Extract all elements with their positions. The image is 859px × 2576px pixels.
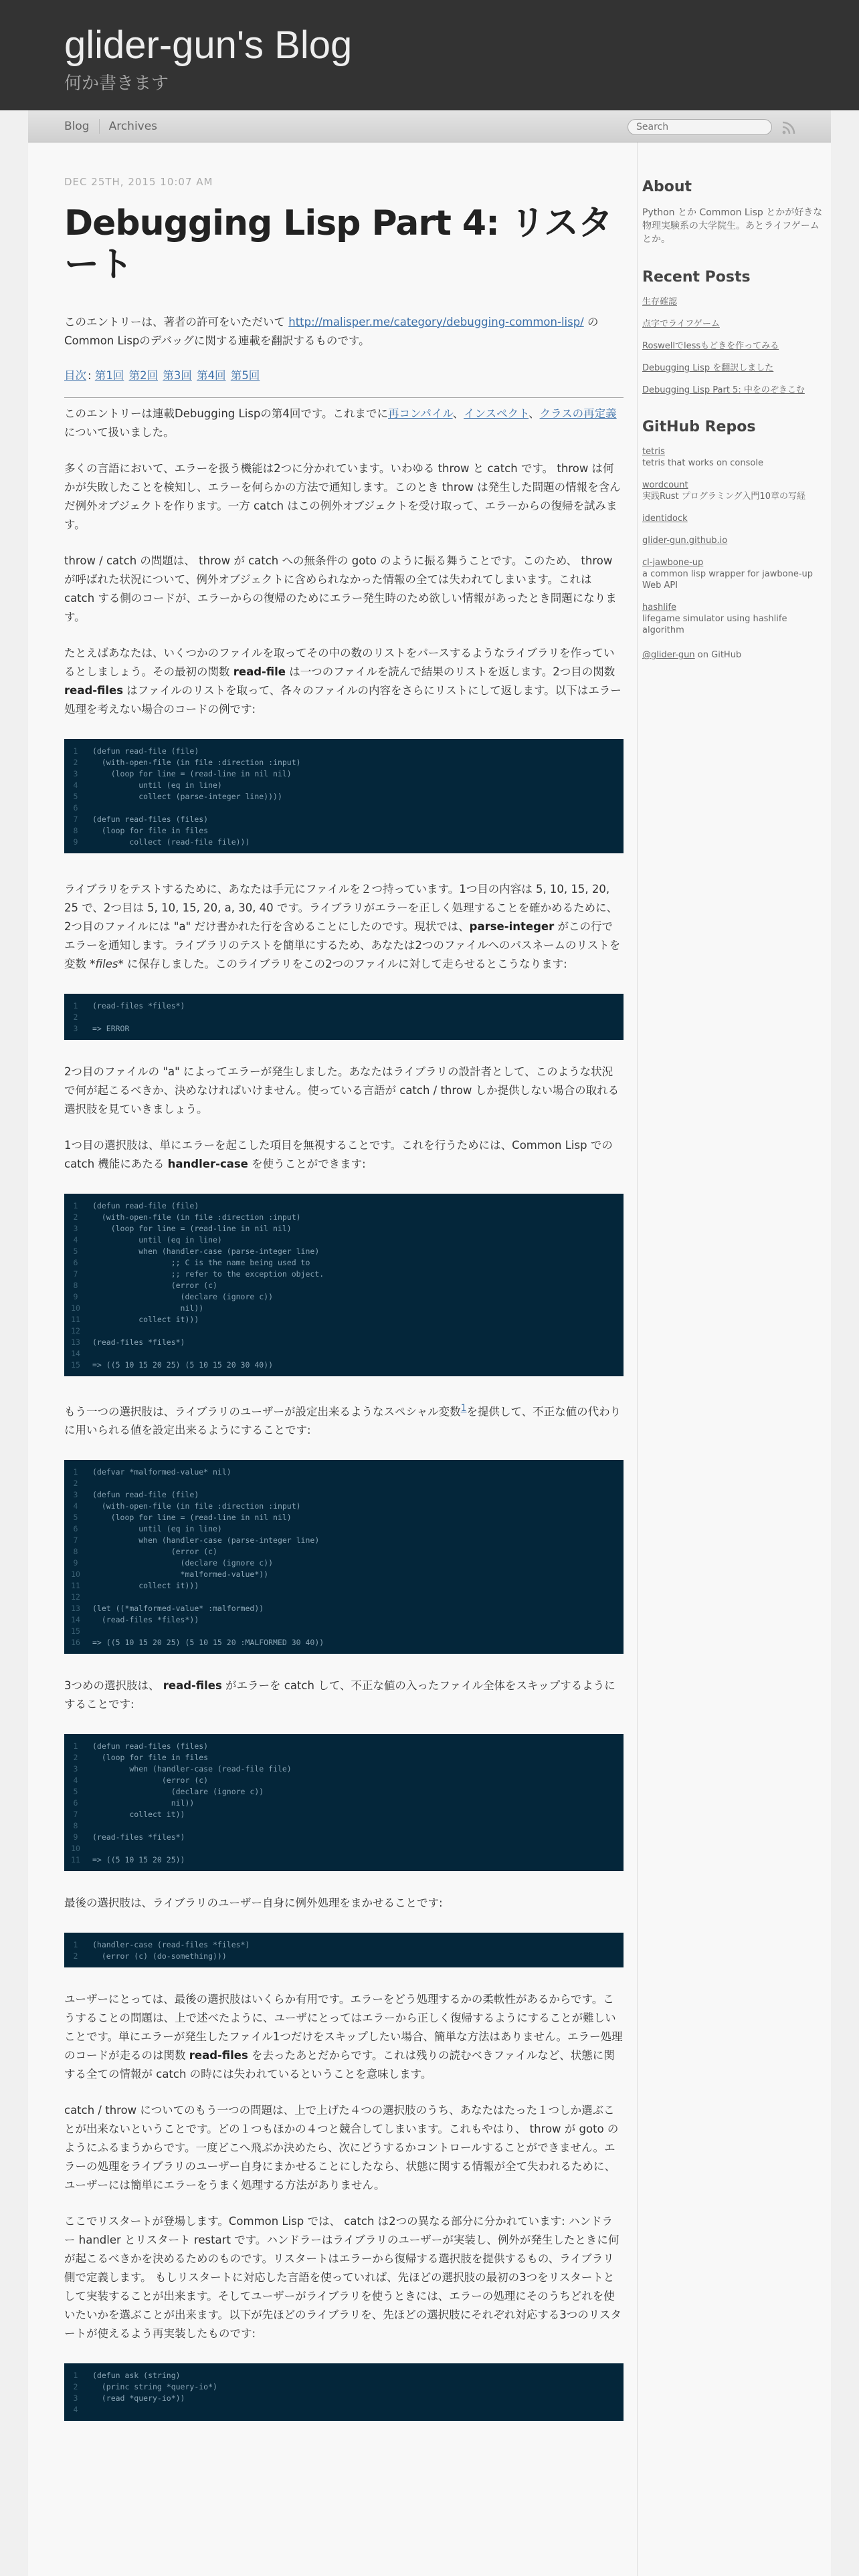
- repo-item: [642, 535, 824, 546]
- line-number: 2: [73, 2382, 78, 2392]
- code-line: [64, 768, 624, 780]
- code-text: [87, 1348, 92, 1360]
- paragraph: もう一つの選択肢は、ライブラリのユーザーが設定出来るようなスペシャル変数$^1$を提供して、不正な値の代わりに用いられる値を設定出来るようにすることです:: [64, 1402, 622, 1437]
- code-text: (defun read-file (file): [92, 746, 199, 756]
- code-line: [64, 1939, 624, 1951]
- repo-link[interactable]: tetris: [642, 447, 665, 457]
- code-text: when (handler-case (parse-integer line): [92, 1535, 320, 1545]
- code-text: (loop for line = (read-line in nil nil): [92, 1513, 292, 1523]
- line-number: 3: [73, 1223, 78, 1233]
- toc-part2-link[interactable]: 第2回: [128, 368, 159, 382]
- site-subtitle: 何か書きます: [64, 73, 169, 94]
- code-line: [64, 1546, 624, 1558]
- repo-link[interactable]: hashlife: [642, 603, 677, 613]
- line-number: 15: [71, 1626, 80, 1636]
- github-profile: @glider-gun on GitHub: [642, 650, 742, 660]
- code-text: [87, 1820, 92, 1832]
- code-text: (defun read-files (files): [92, 814, 209, 824]
- code-block: [64, 1460, 624, 1654]
- code-text: (defun ask (string): [92, 2371, 181, 2381]
- code-line: [64, 1614, 624, 1626]
- paragraph: catch / throw についてのもう一つの問題は、上で上げた４つの選択肢のうち、あなたはたった１つしか選ぶことが出来ないということです。どの１つもほかの４つと競合してしまいます。これもやはり、 throw が goto のようにふるまうからです。一度どこへ飛ぶか決めたら、次にどうするかコントロールすることができません。エラーの処理をライブラリのユーザー自身にまかせることにしたなら、状態に関する情報が全て失われるために、ユーザーには簡単にエラーをうまく処理する方法がありません。: [64, 2104, 619, 2192]
- line-number: 2: [73, 1212, 78, 1222]
- code-block: [64, 994, 624, 1040]
- repo-link[interactable]: wordcount: [642, 480, 688, 490]
- code-line: [64, 1854, 624, 1866]
- line-number: 2: [73, 1479, 78, 1489]
- search-input[interactable]: [628, 119, 772, 135]
- code-text: collect it))): [92, 1581, 199, 1591]
- code-line: [64, 1246, 624, 1257]
- line-number: 7: [73, 814, 78, 824]
- code-text: [87, 2404, 92, 2416]
- repo-item: [642, 602, 824, 636]
- line-number: 7: [73, 1810, 78, 1820]
- paragraph: たとえばあなたは、いくつかのファイルを取ってその中の数のリストをパースするようなライブラリを作っているとしましょう。その最初の関数 read-file は一つのファイルを読んで結果のリストを返します。2つ目の関数 read-files はファイルのリストを取って、各々のファイルの内容をさらにリストにして返します。以下はエラー処理を考えない場合のコードの例です:: [64, 646, 622, 716]
- line-number: 1: [73, 1000, 78, 1010]
- line-number: 13: [71, 1604, 80, 1614]
- code-block: [64, 1734, 624, 1871]
- code-text: (with-open-file (in file :direction :input): [92, 757, 301, 767]
- code-line: [64, 1786, 624, 1798]
- code-text: [87, 1626, 92, 1637]
- code-line: [64, 757, 624, 768]
- paragraph: ここでリスタートが登場します。Common Lisp では、 catch は2つの異なる部分に分かれています: ハンドラー handler とリスタート restart です。ハンドラーはライブラリのユーザーが実装し、例外が発生したときに何が起こるべきかを決めるためのものです。リスタートはエラーから復帰する選択肢を提供するもの、ライブラリ側で定義します。 もしリスタートに対応した言語を使っていれば、先ほどの選択肢の最初の3つをリスタートとして実装することが出来ます。そしてユーザーがライブラリを使うときには、エラーの処理にそのうちどれを使いたいかを選ぶことが出来ます。以下が先ほどのライブラリを、先ほどの選択肢にそれぞれ対応する3つのリスタートが使えるよう再実装したものです:: [64, 2215, 622, 2341]
- code-text: (loop for line = (read-line in nil nil): [92, 1223, 292, 1233]
- code-text: (with-open-file (in file :direction :input): [92, 1212, 301, 1222]
- recompile-link[interactable]: 再コンパイル: [388, 407, 453, 420]
- line-number: 1: [73, 1467, 78, 1477]
- recent-post-link[interactable]: 生存確認: [642, 297, 678, 307]
- code-text: (defun read-files (files): [92, 1741, 209, 1751]
- code-text: [87, 1478, 92, 1489]
- code-line: [64, 1337, 624, 1348]
- code-block: [64, 1933, 624, 1967]
- code-text: (read-files *files*)): [92, 1615, 199, 1625]
- code-line: [64, 1023, 624, 1035]
- code-line: [64, 1843, 624, 1854]
- line-number: 4: [73, 780, 78, 790]
- footnote-link[interactable]: 1: [460, 1402, 467, 1414]
- code-text: (defun read-file (file): [92, 1200, 199, 1210]
- code-line: [64, 1512, 624, 1523]
- paragraph: 多くの言語において、エラーを扱う機能は2つに分かれています。いわゆる throw と catch です。 throw は何かが失敗したことを検知し、エラーを何らかの方法で通知します。このとき throw は発生した問題の情報を含んだ例外オブジェクトを作ります。一方 catch はこの例外オブジェクトを受け取って、エラーからの復帰を試みます。: [64, 461, 621, 531]
- repo-item: [642, 557, 824, 591]
- line-number: 10: [71, 1844, 80, 1854]
- code-line: [64, 1523, 624, 1535]
- code-line: [64, 837, 624, 848]
- repo-link[interactable]: glider-gun.github.io: [642, 536, 728, 546]
- code-line: [64, 1809, 624, 1820]
- recent-posts-heading: Recent Posts: [642, 269, 751, 286]
- line-number: 10: [71, 1570, 80, 1580]
- code-line: [64, 2381, 624, 2393]
- code-text: (read-files *files*): [92, 1000, 185, 1010]
- line-number: 8: [73, 1821, 78, 1831]
- line-number: 3: [73, 1490, 78, 1500]
- repo-description: a common lisp wrapper for jawbone-up Web API: [642, 569, 813, 591]
- sidebar-divider: [637, 142, 638, 2576]
- code-text: [87, 802, 92, 814]
- recent-post-link[interactable]: Debugging Lisp を翻訳しました: [642, 363, 774, 373]
- line-number: 11: [71, 1314, 80, 1324]
- repo-link[interactable]: cl-jawbone-up: [642, 558, 704, 568]
- line-number: 13: [71, 1337, 80, 1347]
- code-text: (read-files *files*): [92, 1337, 185, 1347]
- line-number: 2: [73, 1012, 78, 1022]
- line-number: 5: [73, 1787, 78, 1797]
- line-number: 6: [73, 802, 78, 813]
- line-number: 8: [73, 825, 78, 835]
- code-line: [64, 1501, 624, 1512]
- code-line: [64, 2393, 624, 2404]
- code-text: nil)): [92, 1798, 195, 1808]
- code-text: (loop for file in files: [92, 1753, 209, 1763]
- code-line: [64, 1580, 624, 1592]
- code-text: (read *query-io*)): [92, 2393, 185, 2403]
- recent-post-link[interactable]: Debugging Lisp Part 5: 中をのぞきこむ: [642, 385, 805, 395]
- line-number: 5: [73, 791, 78, 801]
- line-number: 1: [73, 1940, 78, 1950]
- code-line: [64, 1280, 624, 1291]
- code-block: [64, 739, 624, 853]
- series-toc: 目次 : 第1回 第2回 第3回 第4回 第5回: [64, 368, 260, 382]
- line-number: 10: [71, 1303, 80, 1313]
- line-number: 5: [73, 1246, 78, 1256]
- code-text: [87, 1843, 92, 1854]
- code-text: (error (c): [92, 1776, 209, 1786]
- code-text: (declare (ignore c)): [92, 1787, 264, 1797]
- code-line: [64, 1000, 624, 1012]
- nav-blog[interactable]: Blog: [64, 119, 90, 133]
- code-line: [64, 1212, 624, 1223]
- article: [64, 142, 624, 2421]
- github-repo-list: [642, 446, 824, 661]
- code-line: [64, 746, 624, 757]
- code-text: [87, 1592, 92, 1603]
- line-number: 8: [73, 1280, 78, 1290]
- code-line: [64, 1200, 624, 1212]
- code-block: [64, 1194, 624, 1376]
- code-line: [64, 780, 624, 791]
- code-line: [64, 1325, 624, 1337]
- code-text: (princ string *query-io*): [92, 2382, 217, 2392]
- line-number: 1: [73, 2371, 78, 2381]
- line-number: 9: [73, 837, 78, 847]
- paragraph: 最後の選択肢は、ライブラリのユーザー自身に例外処理をまかせることです:: [64, 1897, 443, 1910]
- repo-item: [642, 479, 824, 502]
- code-text: (error (c): [92, 1547, 217, 1557]
- code-line: [64, 1223, 624, 1235]
- code-line: [64, 1303, 624, 1314]
- series-paragraph: このエントリーは連載Debugging Lispの第4回です。これまでに再コンパイル、インスペクト、クラスの再定義について扱いました。: [64, 407, 617, 439]
- inspect-link[interactable]: インスペクト: [464, 407, 529, 420]
- code-text: nil)): [92, 1303, 204, 1313]
- code-text: => ((5 10 15 20 25) (5 10 15 20 :MALFORMED 30 40)): [92, 1638, 324, 1648]
- code-line: [64, 1592, 624, 1603]
- line-number: 7: [73, 1535, 78, 1545]
- code-line: [64, 1257, 624, 1269]
- code-line: [64, 1291, 624, 1303]
- code-line: [64, 1012, 624, 1023]
- code-text: until (eq in line): [92, 780, 222, 790]
- line-number: 11: [71, 1581, 80, 1591]
- rss-icon[interactable]: [781, 120, 796, 135]
- code-line: [64, 802, 624, 814]
- line-number: 16: [71, 1638, 80, 1648]
- post-title: Debugging Lisp Part 4: リスタート: [64, 203, 612, 286]
- code-line: [64, 1820, 624, 1832]
- class-redefinition-link[interactable]: クラスの再定義: [539, 407, 617, 420]
- code-line: [64, 1832, 624, 1843]
- code-text: (defvar *malformed-value* nil): [92, 1467, 231, 1477]
- line-number: 14: [71, 1348, 80, 1358]
- line-number: 4: [73, 1501, 78, 1511]
- code-text: (error (c): [92, 1280, 217, 1290]
- code-line: [64, 814, 624, 825]
- code-text: (let ((*malformed-value* :malformed)): [92, 1604, 264, 1614]
- code-line: [64, 1603, 624, 1614]
- toc-part1-link[interactable]: 第1回: [94, 368, 124, 382]
- site-title[interactable]: glider-gun's Blog: [64, 23, 353, 67]
- code-line: [64, 1360, 624, 1371]
- site-header: [0, 0, 859, 110]
- code-line: [64, 1467, 624, 1478]
- line-number: 4: [73, 2405, 78, 2415]
- line-number: 4: [73, 1235, 78, 1245]
- code-line: [64, 1775, 624, 1786]
- line-number: 14: [71, 1615, 80, 1625]
- code-line: [64, 1637, 624, 1648]
- code-line: [64, 1489, 624, 1501]
- toc-part4-link[interactable]: 第4回: [197, 368, 226, 382]
- code-line: [64, 1235, 624, 1246]
- line-number: 8: [73, 1547, 78, 1557]
- line-number: 6: [73, 1524, 78, 1534]
- line-number: 2: [73, 1951, 78, 1961]
- divider: [64, 397, 624, 398]
- code-text: (loop for file in files: [92, 825, 209, 835]
- code-line: [64, 1478, 624, 1489]
- code-text: (read-files *files*): [92, 1832, 185, 1842]
- code-text: [87, 1325, 92, 1337]
- line-number: 2: [73, 757, 78, 767]
- line-number: 12: [71, 1592, 80, 1602]
- code-text: (handler-case (read-files *files*): [92, 1940, 250, 1950]
- github-heading: GitHub Repos: [642, 419, 756, 435]
- code-line: [64, 2370, 624, 2381]
- line-number: 6: [73, 1257, 78, 1267]
- code-text: (loop for line = (read-line in nil nil): [92, 768, 292, 778]
- line-number: 6: [73, 1798, 78, 1808]
- about-heading: About: [642, 179, 692, 195]
- code-block: [64, 2363, 624, 2421]
- code-text: ;; refer to the exception object.: [92, 1269, 324, 1279]
- code-text: [87, 1012, 92, 1023]
- paragraph: throw / catch の問題は、 throw が catch への無条件の goto のように振る舞うことです。このため、 throw が呼ばれた状況について、例外オブジェクトに含められなかった情報の全ては失われてしまいます。これは catch する側のコードが、エラーからの復帰のためにエラー発生時のため欲しい情報があったとき問題になります。: [64, 554, 617, 623]
- line-number: 1: [73, 746, 78, 756]
- intro-paragraph: このエントリーは、著者の許可をいただいて http://malisper.me/category/debugging-common-lisp/ のCommon Lispのデバッグに関する連載を翻訳するものです。: [64, 315, 599, 347]
- repo-description: 実践Rust プログラミング入門10章の写経: [642, 492, 805, 502]
- github-user-link[interactable]: @glider-gun: [642, 650, 695, 660]
- code-line: [64, 1763, 624, 1775]
- code-text: (declare (ignore c)): [92, 1558, 274, 1568]
- repo-item: [642, 446, 824, 469]
- code-text: => ((5 10 15 20 25) (5 10 15 20 30 40)): [92, 1360, 274, 1370]
- code-text: when (handler-case (parse-integer line): [92, 1246, 320, 1256]
- post-date: DEC 25TH, 2015 10:07 AM: [64, 176, 213, 188]
- about-text: Python とか Common Lisp とかが好きな物理実験系の大学院生。あとライフゲームとか。: [642, 207, 823, 245]
- code-line: [64, 1535, 624, 1546]
- paragraph: ライブラリをテストするために、あなたは手元にファイルを２つ持っています。1つ目の内容は 5, 10, 15, 20, 25 で、2つ目は 5, 10, 15, 20, a, 30, 40 です。ライブラリがエラーを正しく処理することを確かめるために、2つ目のファイルには "a" だけ書かれた行を含めることにしたのです。現状では、parse-integer がこの行でエラーを通知します。ライブラリのテストを簡単にするため、あなたは2つのファイルへのパスネームのリストを変数 *files* に保存しました。このライブラリをこの2つのファイルに対して走らせるとこうなります:: [64, 882, 621, 970]
- toc-index-link[interactable]: 目次: [64, 368, 86, 382]
- code-text: (error (c) (do-something))): [92, 1951, 227, 1961]
- line-number: 4: [73, 1776, 78, 1786]
- code-line: [64, 1951, 624, 1962]
- code-line: [64, 1348, 624, 1360]
- sidebar: [642, 142, 824, 661]
- paragraph: 3つめの選択肢は、 read-files がエラーを catch して、不正な値の入ったファイル全体をスキップするようにすることです:: [64, 1679, 615, 1711]
- repo-item: [642, 513, 824, 524]
- recent-post-link[interactable]: Roswellでlessもどきを作ってみる: [642, 341, 779, 351]
- line-number: 11: [71, 1855, 80, 1865]
- code-text: ;; C is the name being used to: [92, 1257, 310, 1267]
- repo-description: tetris that works on console: [642, 458, 763, 468]
- code-line: [64, 825, 624, 837]
- source-link[interactable]: http://malisper.me/category/debugging-common-lisp/: [288, 315, 584, 328]
- code-text: collect (read-file file))): [92, 837, 250, 847]
- code-line: [64, 1626, 624, 1637]
- code-text: collect (parse-integer line)))): [92, 791, 282, 801]
- line-number: 1: [73, 1741, 78, 1751]
- line-number: 9: [73, 1558, 78, 1568]
- toc-part5-link[interactable]: 第5回: [230, 368, 260, 382]
- line-number: 12: [71, 1325, 80, 1335]
- line-number: 5: [73, 1513, 78, 1523]
- line-number: 3: [73, 768, 78, 778]
- code-line: [64, 1741, 624, 1752]
- main-navigation: [28, 110, 831, 142]
- code-line: [64, 791, 624, 802]
- line-number: 2: [73, 1753, 78, 1763]
- code-text: until (eq in line): [92, 1235, 222, 1245]
- code-text: collect it))): [92, 1314, 199, 1324]
- code-text: until (eq in line): [92, 1524, 222, 1534]
- repo-link[interactable]: identidock: [642, 514, 688, 524]
- code-line: [64, 1752, 624, 1763]
- code-text: (defun read-file (file): [92, 1490, 199, 1500]
- code-line: [64, 1314, 624, 1325]
- repo-description: lifegame simulator using hashlife algorithm: [642, 614, 787, 635]
- code-text: (declare (ignore c)): [92, 1291, 274, 1301]
- line-number: 3: [73, 1764, 78, 1774]
- recent-posts-list: [642, 296, 824, 396]
- line-number: 3: [73, 2393, 78, 2403]
- line-number: 1: [73, 1200, 78, 1210]
- code-line: [64, 1798, 624, 1809]
- code-text: *malformed-value*)): [92, 1570, 269, 1580]
- code-line: [64, 1569, 624, 1580]
- code-text: => ERROR: [92, 1023, 130, 1033]
- recent-post-link[interactable]: 点字でライフゲーム: [642, 319, 720, 329]
- code-line: [64, 2404, 624, 2416]
- line-number: 9: [73, 1291, 78, 1301]
- toc-part3-link[interactable]: 第3回: [163, 368, 192, 382]
- paragraph: ユーザーにとっては、最後の選択肢はいくらか有用です。エラーをどう処理するかの柔軟性があるからです。こうすることの問題は、上で述べたように、ユーザにとってはエラーから正しく復帰するようにすることが難しいことです。単にエラーが発生したファイル1つだけをスキップしたい場合、簡単な方法はありません。エラー処理のコードが走るのは関数 read-files を去ったあとだからです。これは残りの読むべきファイルなど、状態に関する全ての情報が catch の時には失われているということを意味します。: [64, 1993, 623, 2081]
- code-text: collect it)): [92, 1810, 185, 1820]
- line-number: 3: [73, 1023, 78, 1033]
- code-text: when (handler-case (read-file file): [92, 1764, 292, 1774]
- paragraph: 1つ目の選択肢は、単にエラーを起こした項目を無視することです。これを行うためには、Common Lisp での catch 機能にあたる handler-case を使うことができます:: [64, 1138, 613, 1170]
- line-number: 9: [73, 1832, 78, 1842]
- paragraph: 2つ目のファイルの "a" によってエラーが発生しました。あなたはライブラリの設計者として、このような状況で何が起こるべきか、決めなければいけません。使っている言語が catch / throw しか提供しない場合の取れる選択肢を見ていきましょう。: [64, 1065, 619, 1115]
- code-text: => ((5 10 15 20 25)): [92, 1855, 185, 1865]
- line-number: 7: [73, 1269, 78, 1279]
- code-text: (with-open-file (in file :direction :input): [92, 1501, 301, 1511]
- code-line: [64, 1269, 624, 1280]
- nav-archives[interactable]: Archives: [108, 119, 158, 133]
- code-line: [64, 1558, 624, 1569]
- page-body: [28, 142, 831, 2576]
- line-number: 15: [71, 1360, 80, 1370]
